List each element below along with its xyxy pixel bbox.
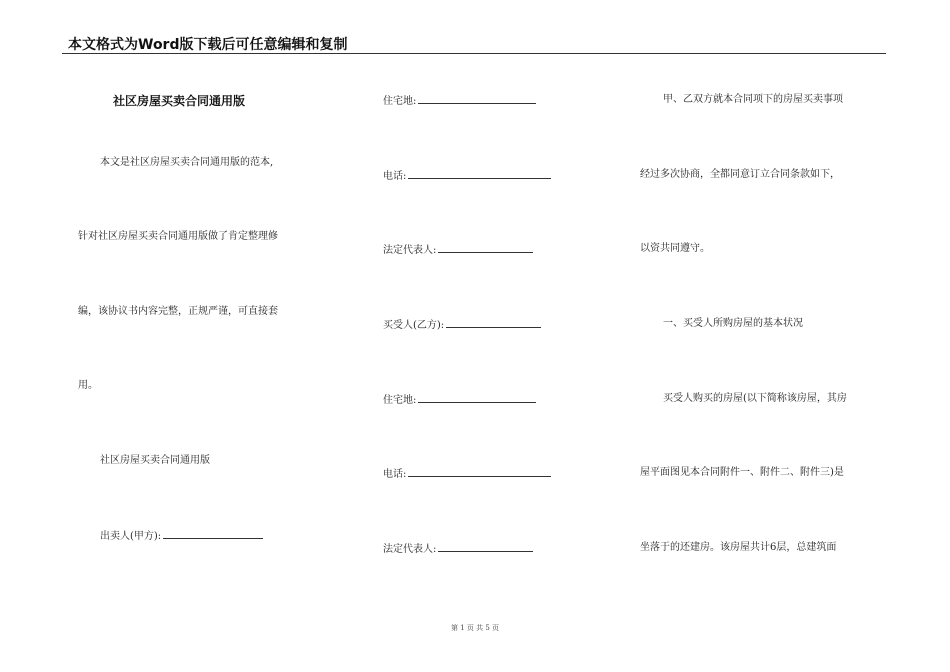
buyer-label: 买受人(乙方): — [383, 320, 445, 331]
address-label-2: 住宅地: — [383, 395, 417, 406]
intro-line-4: 用。 — [78, 380, 98, 391]
buyer-field — [383, 318, 541, 332]
subtitle-line: 社区房屋买卖合同通用版 — [100, 455, 210, 466]
phone-blank-1[interactable] — [408, 169, 551, 179]
body-line-4: 买受人购买的房屋(以下简称该房屋，其房 — [663, 393, 847, 404]
section-heading-1: 一、买受人所购房屋的基本状况 — [663, 318, 803, 329]
legal-rep-blank-1[interactable] — [438, 243, 533, 253]
seller-label: 出卖人(甲方): — [100, 531, 162, 542]
header-divider — [62, 53, 886, 54]
legal-rep-label-2: 法定代表人: — [383, 544, 437, 555]
phone-field-2 — [383, 467, 551, 481]
address-field-1 — [383, 94, 536, 108]
legal-rep-blank-2[interactable] — [438, 542, 533, 552]
legal-rep-label-1: 法定代表人: — [383, 245, 437, 256]
body-line-3: 以资共同遵守。 — [640, 243, 710, 254]
address-blank-1[interactable] — [418, 94, 536, 104]
body-line-2: 经过多次协商，全都同意订立合同条款如下， — [640, 169, 840, 180]
body-line-1: 甲、乙双方就本合同项下的房屋买卖事项 — [663, 94, 843, 105]
seller-blank[interactable] — [163, 529, 263, 539]
address-blank-2[interactable] — [418, 393, 536, 403]
body-line-6: 坐落于的还建房。该房屋共计6层，总建筑面 — [640, 542, 837, 553]
body-line-5: 屋平面图见本合同附件一、附件二、附件三)是 — [640, 467, 844, 478]
legal-rep-field-2 — [383, 542, 533, 556]
phone-label-1: 电话: — [383, 171, 407, 182]
phone-blank-2[interactable] — [408, 467, 551, 477]
phone-label-2: 电话: — [383, 469, 407, 480]
document-title: 社区房屋买卖合同通用版 — [113, 94, 246, 108]
buyer-blank[interactable] — [446, 318, 541, 328]
page-header: 本文格式为Word版下载后可任意编辑和复制 — [68, 37, 348, 53]
phone-field-1 — [383, 169, 551, 183]
seller-field — [100, 529, 263, 543]
intro-line-1: 本文是社区房屋买卖合同通用版的范本, — [100, 157, 274, 168]
page-number: 第 1 页 共 5 页 — [450, 624, 500, 632]
intro-line-3: 编，该协议书内容完整，正规严谨，可直接套 — [78, 306, 278, 317]
address-field-2 — [383, 393, 536, 407]
intro-line-2: 针对社区房屋买卖合同通用版做了肯定整理修 — [78, 231, 278, 242]
address-label-1: 住宅地: — [383, 96, 417, 107]
legal-rep-field-1 — [383, 243, 533, 257]
